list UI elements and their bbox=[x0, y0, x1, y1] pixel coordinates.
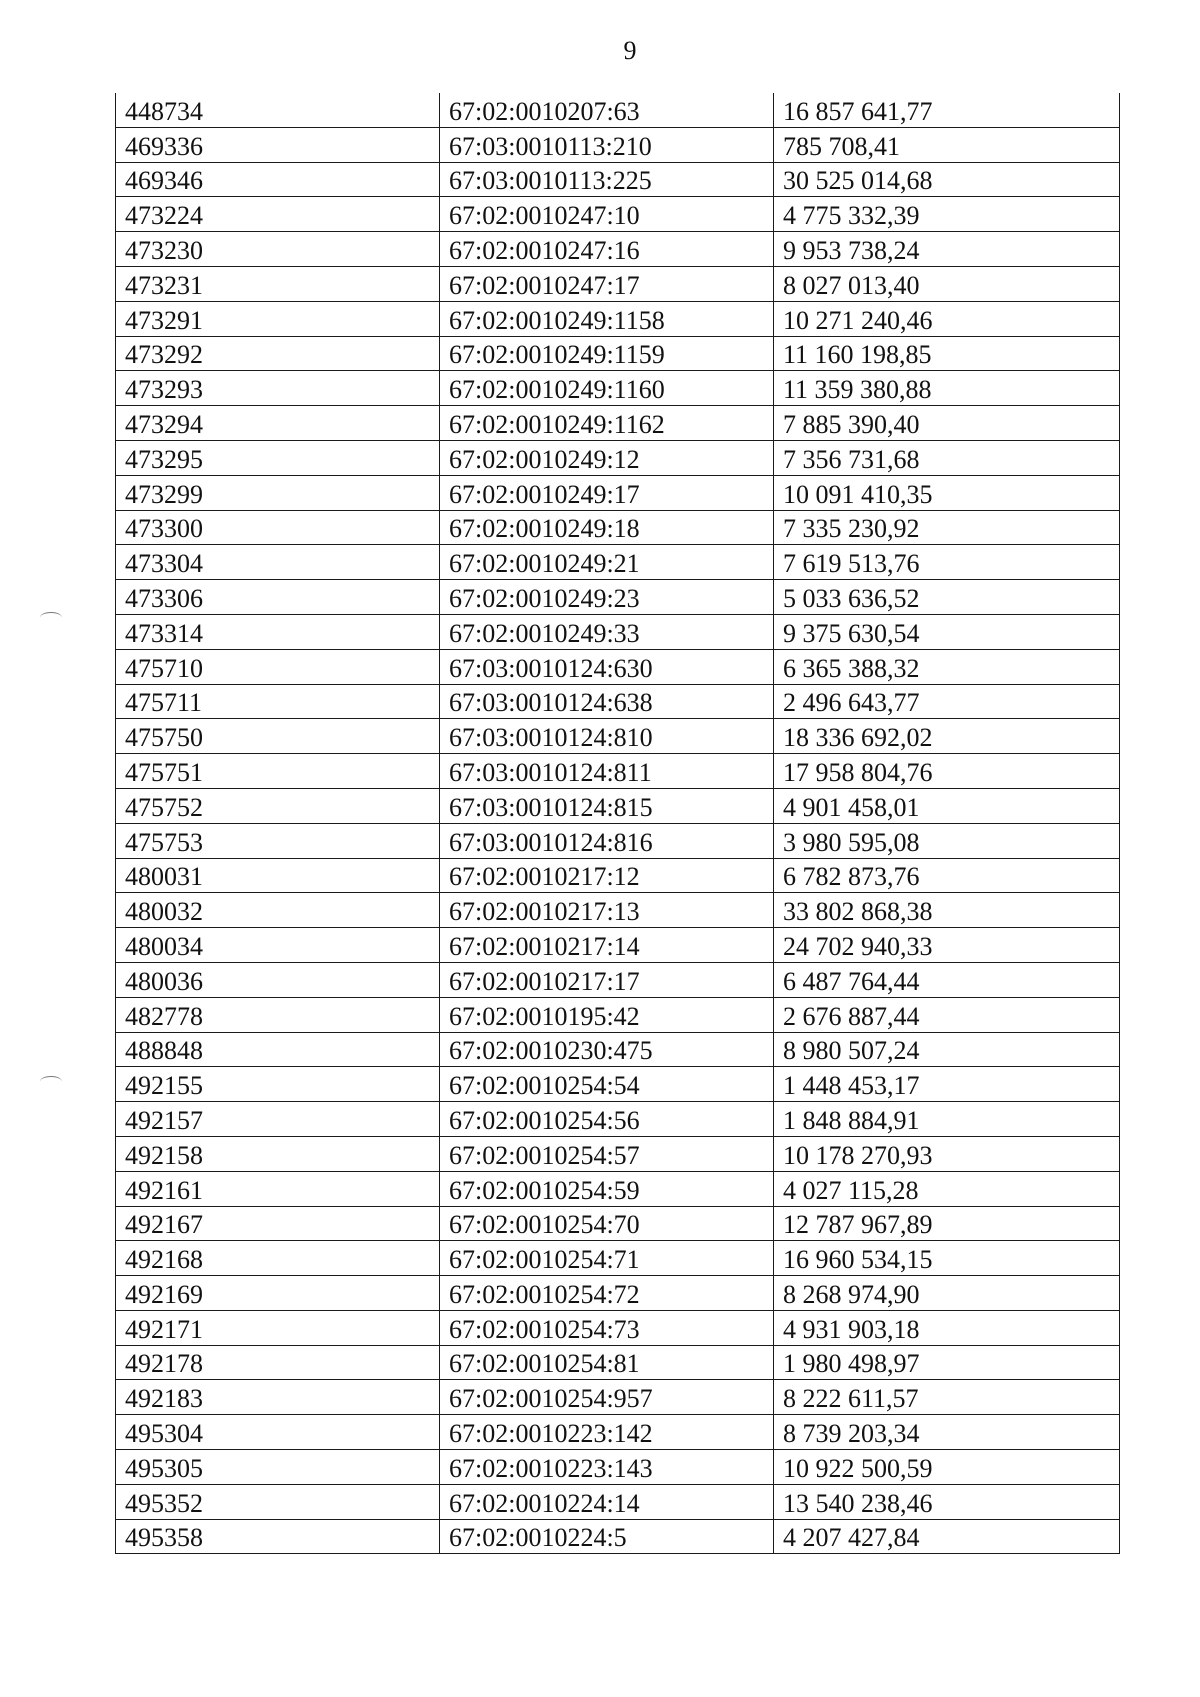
object-id-cell: 473224 bbox=[116, 197, 440, 232]
cadastral-number-cell: 67:02:0010254:57 bbox=[440, 1136, 774, 1171]
cadastral-value-cell: 11 160 198,85 bbox=[774, 336, 1120, 371]
cadastral-number-cell: 67:03:0010124:810 bbox=[440, 719, 774, 754]
cadastral-value-cell: 11 359 380,88 bbox=[774, 371, 1120, 406]
page-number: 9 bbox=[623, 36, 637, 65]
table-row bbox=[116, 1310, 1120, 1345]
cadastral-number-cell: 67:02:0010217:17 bbox=[440, 962, 774, 997]
cadastral-number-cell: 67:02:0010254:73 bbox=[440, 1310, 774, 1345]
cadastral-number-cell: 67:02:0010247:17 bbox=[440, 266, 774, 301]
cadastral-number-cell: 67:02:0010217:13 bbox=[440, 893, 774, 928]
cadastral-value-cell: 24 702 940,33 bbox=[774, 928, 1120, 963]
cadastral-value-table bbox=[115, 93, 1120, 1554]
cadastral-number-cell: 67:03:0010124:630 bbox=[440, 649, 774, 684]
table-row bbox=[116, 1415, 1120, 1450]
cadastral-number-cell: 67:02:0010223:142 bbox=[440, 1415, 774, 1450]
cadastral-number-cell: 67:02:0010249:21 bbox=[440, 545, 774, 580]
object-id-cell: 473300 bbox=[116, 510, 440, 545]
cadastral-value-cell: 7 885 390,40 bbox=[774, 406, 1120, 441]
cadastral-value-cell: 4 901 458,01 bbox=[774, 788, 1120, 823]
object-id-cell: 473295 bbox=[116, 440, 440, 475]
object-id-cell: 448734 bbox=[116, 93, 440, 127]
cadastral-number-cell: 67:02:0010224:14 bbox=[440, 1484, 774, 1519]
cadastral-value-cell: 30 525 014,68 bbox=[774, 162, 1120, 197]
table-row bbox=[116, 1345, 1120, 1380]
object-id-cell: 475751 bbox=[116, 754, 440, 789]
cadastral-number-cell: 67:02:0010254:56 bbox=[440, 1102, 774, 1137]
table-row bbox=[116, 127, 1120, 162]
table-row bbox=[116, 1519, 1120, 1554]
object-id-cell: 495352 bbox=[116, 1484, 440, 1519]
table-row bbox=[116, 475, 1120, 510]
object-id-cell: 492171 bbox=[116, 1310, 440, 1345]
object-id-cell: 473306 bbox=[116, 580, 440, 615]
table-row bbox=[116, 197, 1120, 232]
cadastral-value-cell: 10 091 410,35 bbox=[774, 475, 1120, 510]
cadastral-value-cell: 1 448 453,17 bbox=[774, 1067, 1120, 1102]
table-row bbox=[116, 893, 1120, 928]
cadastral-number-cell: 67:02:0010249:17 bbox=[440, 475, 774, 510]
object-id-cell: 492183 bbox=[116, 1380, 440, 1415]
object-id-cell: 475750 bbox=[116, 719, 440, 754]
table-row bbox=[116, 1241, 1120, 1276]
cadastral-number-cell: 67:02:0010195:42 bbox=[440, 997, 774, 1032]
cadastral-value-cell: 2 496 643,77 bbox=[774, 684, 1120, 719]
cadastral-value-cell: 7 619 513,76 bbox=[774, 545, 1120, 580]
cadastral-number-cell: 67:02:0010207:63 bbox=[440, 93, 774, 127]
cadastral-number-cell: 67:02:0010249:33 bbox=[440, 614, 774, 649]
object-id-cell: 492168 bbox=[116, 1241, 440, 1276]
cadastral-number-cell: 67:02:0010254:54 bbox=[440, 1067, 774, 1102]
object-id-cell: 480031 bbox=[116, 858, 440, 893]
table-row bbox=[116, 649, 1120, 684]
cadastral-number-cell: 67:02:0010254:70 bbox=[440, 1206, 774, 1241]
cadastral-value-cell: 6 487 764,44 bbox=[774, 962, 1120, 997]
object-id-cell: 495358 bbox=[116, 1519, 440, 1554]
table-row bbox=[116, 510, 1120, 545]
object-id-cell: 475752 bbox=[116, 788, 440, 823]
object-id-cell: 473293 bbox=[116, 371, 440, 406]
table-row bbox=[116, 997, 1120, 1032]
scan-mark-lower bbox=[40, 1076, 62, 1087]
table-row bbox=[116, 545, 1120, 580]
cadastral-number-cell: 67:02:0010230:475 bbox=[440, 1032, 774, 1067]
cadastral-value-cell: 9 953 738,24 bbox=[774, 232, 1120, 267]
cadastral-value-cell: 6 782 873,76 bbox=[774, 858, 1120, 893]
cadastral-number-cell: 67:03:0010124:638 bbox=[440, 684, 774, 719]
table-row bbox=[116, 1102, 1120, 1137]
object-id-cell: 488848 bbox=[116, 1032, 440, 1067]
object-id-cell: 492157 bbox=[116, 1102, 440, 1137]
object-id-cell: 475753 bbox=[116, 823, 440, 858]
cadastral-number-cell: 67:02:0010224:5 bbox=[440, 1519, 774, 1554]
table-row bbox=[116, 1206, 1120, 1241]
cadastral-number-cell: 67:02:0010254:72 bbox=[440, 1276, 774, 1311]
table-row bbox=[116, 928, 1120, 963]
table-row bbox=[116, 93, 1120, 127]
cadastral-value-cell: 8 268 974,90 bbox=[774, 1276, 1120, 1311]
cadastral-number-cell: 67:02:0010249:1158 bbox=[440, 301, 774, 336]
cadastral-value-cell: 10 178 270,93 bbox=[774, 1136, 1120, 1171]
table-row bbox=[116, 440, 1120, 475]
table-row bbox=[116, 614, 1120, 649]
cadastral-value-cell: 7 335 230,92 bbox=[774, 510, 1120, 545]
scan-mark-upper bbox=[40, 612, 62, 623]
table-row bbox=[116, 1171, 1120, 1206]
cadastral-value-cell: 1 980 498,97 bbox=[774, 1345, 1120, 1380]
object-id-cell: 473314 bbox=[116, 614, 440, 649]
object-id-cell: 495304 bbox=[116, 1415, 440, 1450]
cadastral-number-cell: 67:03:0010124:811 bbox=[440, 754, 774, 789]
object-id-cell: 492158 bbox=[116, 1136, 440, 1171]
table-row bbox=[116, 406, 1120, 441]
cadastral-number-cell: 67:02:0010223:143 bbox=[440, 1450, 774, 1485]
cadastral-value-cell: 9 375 630,54 bbox=[774, 614, 1120, 649]
cadastral-value-cell: 8 027 013,40 bbox=[774, 266, 1120, 301]
object-id-cell: 492178 bbox=[116, 1345, 440, 1380]
cadastral-number-cell: 67:03:0010113:210 bbox=[440, 127, 774, 162]
object-id-cell: 492161 bbox=[116, 1171, 440, 1206]
object-id-cell: 480036 bbox=[116, 962, 440, 997]
cadastral-value-cell: 4 207 427,84 bbox=[774, 1519, 1120, 1554]
object-id-cell: 473304 bbox=[116, 545, 440, 580]
cadastral-number-cell: 67:02:0010249:1159 bbox=[440, 336, 774, 371]
cadastral-value-cell: 12 787 967,89 bbox=[774, 1206, 1120, 1241]
object-id-cell: 473294 bbox=[116, 406, 440, 441]
cadastral-number-cell: 67:02:0010249:23 bbox=[440, 580, 774, 615]
cadastral-number-cell: 67:02:0010249:18 bbox=[440, 510, 774, 545]
cadastral-number-cell: 67:03:0010124:815 bbox=[440, 788, 774, 823]
cadastral-value-cell: 8 739 203,34 bbox=[774, 1415, 1120, 1450]
object-id-cell: 469346 bbox=[116, 162, 440, 197]
cadastral-number-cell: 67:02:0010254:59 bbox=[440, 1171, 774, 1206]
cadastral-value-cell: 10 271 240,46 bbox=[774, 301, 1120, 336]
cadastral-value-cell: 5 033 636,52 bbox=[774, 580, 1120, 615]
cadastral-value-cell: 2 676 887,44 bbox=[774, 997, 1120, 1032]
cadastral-value-cell: 16 960 534,15 bbox=[774, 1241, 1120, 1276]
table-row bbox=[116, 788, 1120, 823]
cadastral-number-cell: 67:02:0010249:1162 bbox=[440, 406, 774, 441]
cadastral-number-cell: 67:03:0010124:816 bbox=[440, 823, 774, 858]
object-id-cell: 492155 bbox=[116, 1067, 440, 1102]
cadastral-value-cell: 33 802 868,38 bbox=[774, 893, 1120, 928]
table-row bbox=[116, 1276, 1120, 1311]
table-row bbox=[116, 266, 1120, 301]
table-row bbox=[116, 823, 1120, 858]
cadastral-value-cell: 4 027 115,28 bbox=[774, 1171, 1120, 1206]
table-row bbox=[116, 754, 1120, 789]
cadastral-value-cell: 8 222 611,57 bbox=[774, 1380, 1120, 1415]
cadastral-value-cell: 785 708,41 bbox=[774, 127, 1120, 162]
cadastral-value-cell: 4 775 332,39 bbox=[774, 197, 1120, 232]
table-row bbox=[116, 336, 1120, 371]
cadastral-number-cell: 67:02:0010247:16 bbox=[440, 232, 774, 267]
cadastral-number-cell: 67:02:0010249:12 bbox=[440, 440, 774, 475]
object-id-cell: 473299 bbox=[116, 475, 440, 510]
cadastral-value-cell: 3 980 595,08 bbox=[774, 823, 1120, 858]
table-row bbox=[116, 1032, 1120, 1067]
cadastral-number-cell: 67:02:0010247:10 bbox=[440, 197, 774, 232]
cadastral-value-cell: 18 336 692,02 bbox=[774, 719, 1120, 754]
object-id-cell: 473230 bbox=[116, 232, 440, 267]
object-id-cell: 473231 bbox=[116, 266, 440, 301]
cadastral-value-cell: 17 958 804,76 bbox=[774, 754, 1120, 789]
cadastral-number-cell: 67:02:0010217:12 bbox=[440, 858, 774, 893]
table-row bbox=[116, 1136, 1120, 1171]
table-row bbox=[116, 232, 1120, 267]
cadastral-number-cell: 67:02:0010254:81 bbox=[440, 1345, 774, 1380]
object-id-cell: 482778 bbox=[116, 997, 440, 1032]
cadastral-value-cell: 1 848 884,91 bbox=[774, 1102, 1120, 1137]
cadastral-value-cell: 4 931 903,18 bbox=[774, 1310, 1120, 1345]
cadastral-value-cell: 6 365 388,32 bbox=[774, 649, 1120, 684]
object-id-cell: 492169 bbox=[116, 1276, 440, 1311]
table-row bbox=[116, 858, 1120, 893]
cadastral-number-cell: 67:02:0010249:1160 bbox=[440, 371, 774, 406]
table-row bbox=[116, 580, 1120, 615]
table-row bbox=[116, 1484, 1120, 1519]
table-row bbox=[116, 301, 1120, 336]
cadastral-value-cell: 13 540 238,46 bbox=[774, 1484, 1120, 1519]
table-row bbox=[116, 162, 1120, 197]
object-id-cell: 492167 bbox=[116, 1206, 440, 1241]
cadastral-value-cell: 7 356 731,68 bbox=[774, 440, 1120, 475]
object-id-cell: 475710 bbox=[116, 649, 440, 684]
table-row bbox=[116, 719, 1120, 754]
table-row bbox=[116, 1380, 1120, 1415]
cadastral-value-cell: 10 922 500,59 bbox=[774, 1450, 1120, 1485]
object-id-cell: 495305 bbox=[116, 1450, 440, 1485]
cadastral-number-cell: 67:02:0010254:71 bbox=[440, 1241, 774, 1276]
object-id-cell: 473291 bbox=[116, 301, 440, 336]
cadastral-number-cell: 67:02:0010254:957 bbox=[440, 1380, 774, 1415]
table-row bbox=[116, 1450, 1120, 1485]
cadastral-value-cell: 16 857 641,77 bbox=[774, 93, 1120, 127]
cadastral-number-cell: 67:03:0010113:225 bbox=[440, 162, 774, 197]
object-id-cell: 475711 bbox=[116, 684, 440, 719]
table-row bbox=[116, 962, 1120, 997]
table-row bbox=[116, 1067, 1120, 1102]
cadastral-value-cell: 8 980 507,24 bbox=[774, 1032, 1120, 1067]
object-id-cell: 469336 bbox=[116, 127, 440, 162]
object-id-cell: 480032 bbox=[116, 893, 440, 928]
table-row bbox=[116, 684, 1120, 719]
table-row bbox=[116, 371, 1120, 406]
object-id-cell: 473292 bbox=[116, 336, 440, 371]
object-id-cell: 480034 bbox=[116, 928, 440, 963]
table-body bbox=[116, 93, 1120, 1554]
cadastral-number-cell: 67:02:0010217:14 bbox=[440, 928, 774, 963]
